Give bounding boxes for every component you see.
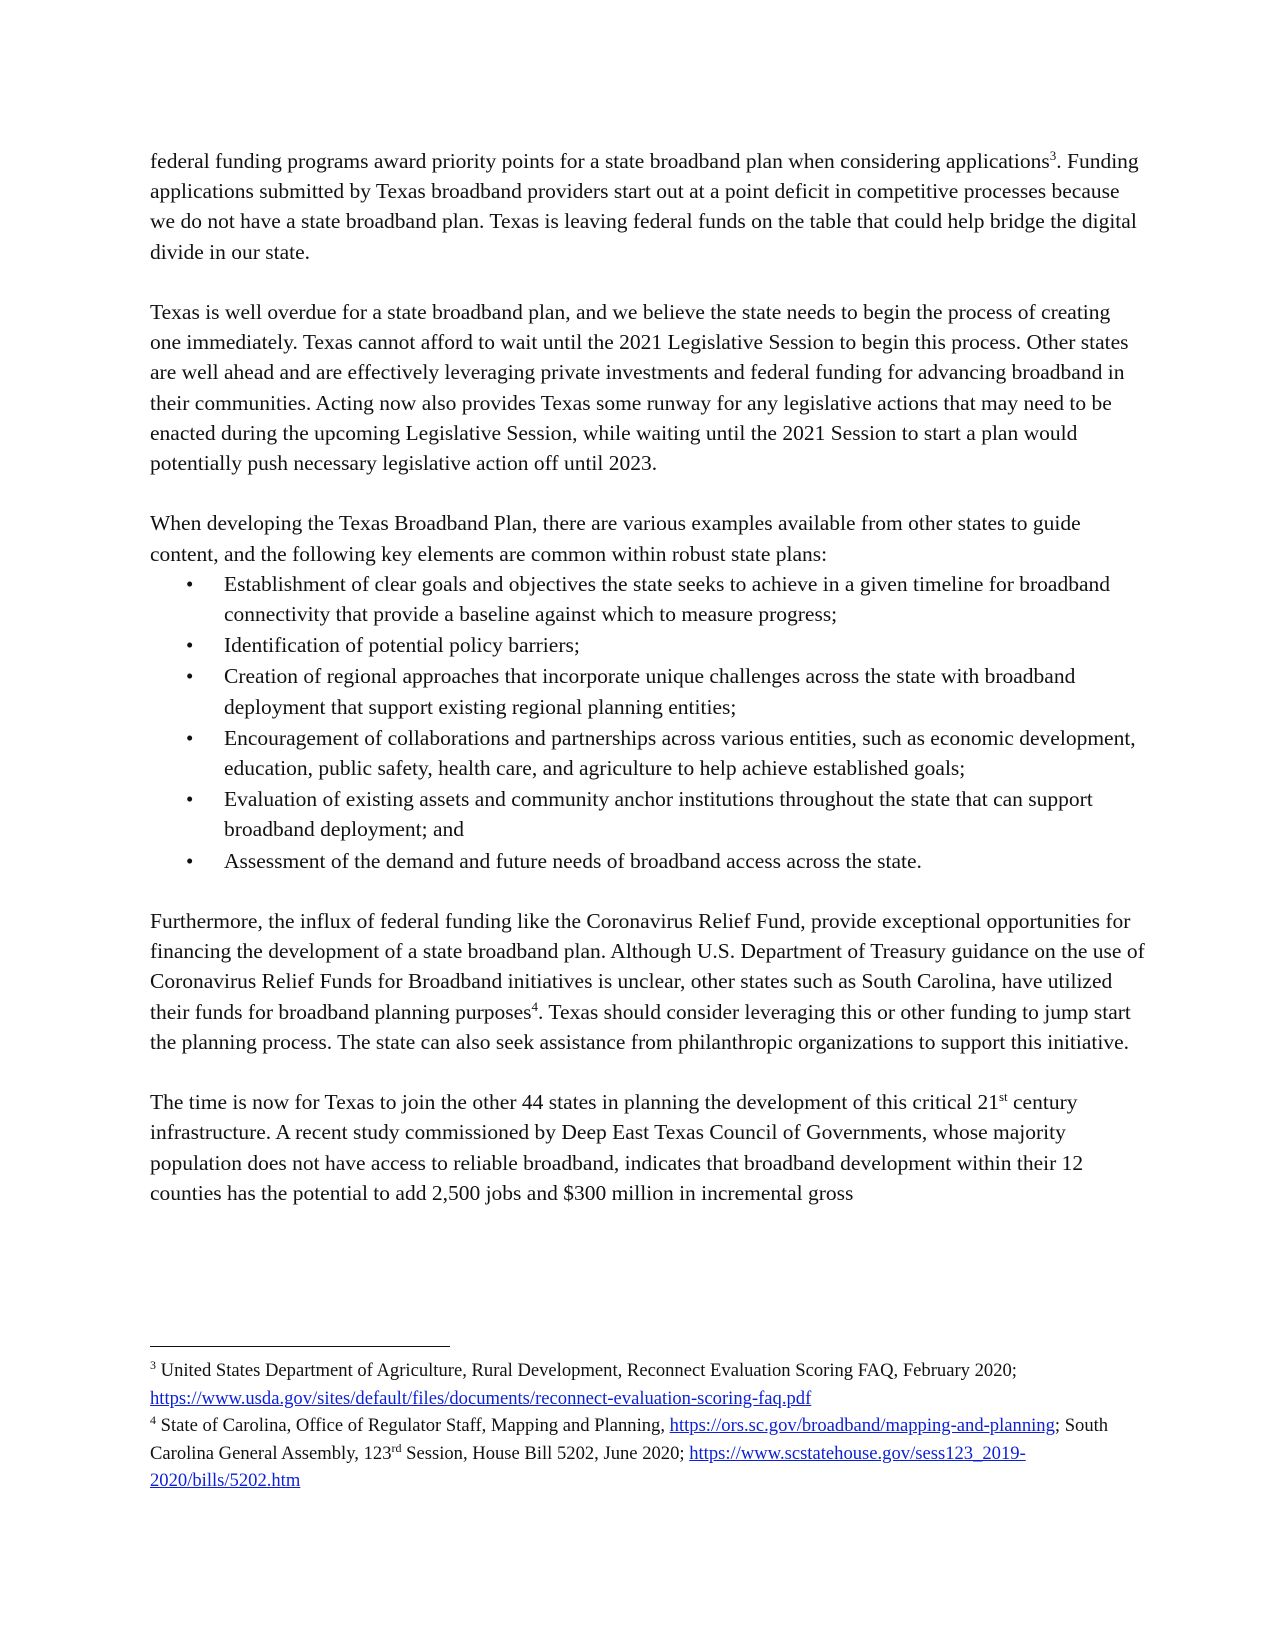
paragraph-1-text: federal funding programs award priority points for a state broadband plan when considering applications [150, 149, 1050, 173]
footnotes [150, 1357, 1150, 1495]
footnote-separator [150, 1346, 450, 1347]
footnote-3-link[interactable]: https://www.usda.gov/sites/default/files/documents/reconnect-evaluation-scoring-faq.pdf [150, 1387, 812, 1409]
paragraph-4 [150, 906, 1145, 1057]
list-item: • Establishment of clear goals and objectives the state seeks to achieve in a given timeline for broadband connectivity that provide a baseline against which to measure progress; [150, 569, 1145, 629]
paragraph-1-tail: . Funding applications submitted by Texas broadband providers start out at a point deficit in competitive processes because we do not have a state broadband plan. Texas is leaving federal funds on the table that could help bridge the digital divide in our state. [150, 149, 1139, 264]
key-elements-list [150, 569, 1145, 876]
paragraph-1 [150, 146, 1145, 267]
body-text [150, 146, 1145, 1238]
footnote-4-mid2: Session, House Bill 5202, June 2020; [401, 1442, 690, 1464]
footnote-4-link-1[interactable]: https://ors.sc.gov/broadband/mapping-and-planning [669, 1415, 1055, 1436]
paragraph-5 [150, 1087, 1145, 1208]
footnote-4-ordinal: rd [391, 1440, 402, 1455]
footnote-4-mid: ; South Carolina General Assembly, 123 [150, 1415, 1109, 1464]
footnote-3-number: 3 [150, 1358, 156, 1372]
footnote-3 [150, 1357, 1150, 1412]
footnote-4-number: 4 [150, 1413, 156, 1427]
list-item: • Identification of potential policy barriers; [150, 630, 1145, 660]
list-item: • Creation of regional approaches that incorporate unique challenges across the state with broadband deployment that support existing regional planning entities; [150, 661, 1145, 721]
paragraph-5-tail: century infrastructure. A recent study commissioned by Deep East Texas Council of Governments, whose majority population does not have access to reliable broadband, indicates that broadband development within their 12 counties has the potential to add 2,500 jobs and $300 million in incremental gross [150, 1090, 1084, 1205]
ordinal-suffix: st [998, 1089, 1008, 1105]
footnote-4-link-2[interactable]: https://www.scstatehouse.gov/sess123_2019-2020/bills/5202.htm [150, 1442, 1026, 1491]
list-item: • Encouragement of collaborations and partnerships across various entities, such as economic development, education, public safety, health care, and agriculture to help achieve established goals; [150, 723, 1145, 783]
footnote-3-text: United States Department of Agriculture, Rural Development, Reconnect Evaluation Scoring FAQ, February 2020; [156, 1360, 1017, 1381]
paragraph-3: When developing the Texas Broadband Plan, there are various examples available from other states to guide content, and the following key elements are common within robust state plans: [150, 511, 1081, 566]
footnote-ref-4[interactable]: 4 [531, 998, 539, 1014]
list-item: • Evaluation of existing assets and community anchor institutions throughout the state that can support broadband deployment; and [150, 784, 1145, 844]
paragraph-4-text: Furthermore, the influx of federal funding like the Coronavirus Relief Fund, provide exceptional opportunities for financing the development of a state broadband plan. Although U.S. Department of Treasury guidance on the use of Coronavirus Relief Funds for Broadband initiatives is unclear, other states such as South Carolina, have utilized their funds for broadband planning purposes [150, 909, 1145, 1024]
footnote-ref-3[interactable]: 3 [1049, 148, 1057, 163]
footnote-4 [150, 1412, 1150, 1495]
paragraph-5-text: The time is now for Texas to join the other 44 states in planning the development of this critical 21 [150, 1090, 999, 1115]
paragraph-4-tail: . Texas should consider leveraging this or other funding to jump start the planning process. The state can also seek assistance from philanthropic organizations to support this initiative. [150, 999, 1131, 1054]
footnote-4-text: State of Carolina, Office of Regulator Staff, Mapping and Planning, [156, 1415, 670, 1436]
list-item: • Assessment of the demand and future needs of broadband access across the state. [150, 846, 1145, 876]
paragraph-2: Texas is well overdue for a state broadband plan, and we believe the state needs to begin the process of creating one immediately. Texas cannot afford to wait until the 2021 Legislative Session to begin this process. Other states are well ahead and are effectively leveraging private investments and federal funding for advancing broadband in their communities. Acting now also provides Texas some runway for any legislative actions that may need to be enacted during the upcoming Legislative Session, while waiting until the 2021 Session to start a plan would potentially push necessary legislative action off until 2023. [150, 300, 1129, 476]
